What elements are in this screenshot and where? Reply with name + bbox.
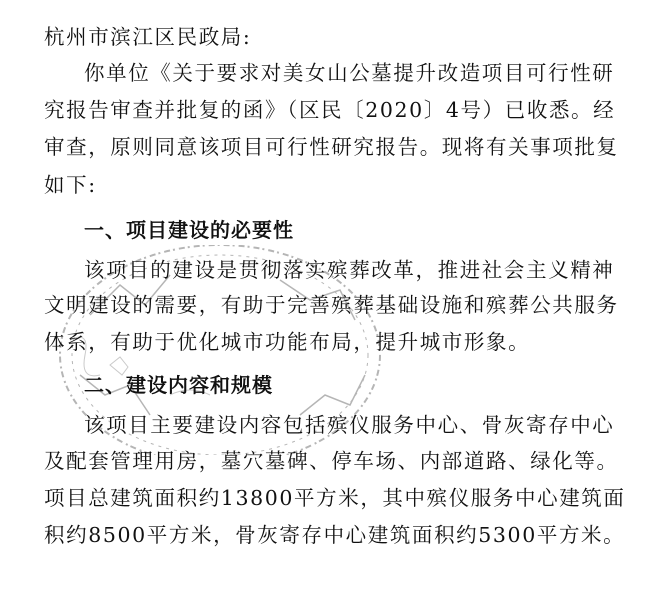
section1-line2: 文明建设的需要，有助于完善殡葬基础设施和殡葬公共服务 [44, 293, 619, 317]
addressee-line: 杭州市滨江区民政局: [44, 25, 252, 49]
section2-line1: 该项目主要建设内容包括殡仪服务中心、骨灰寄存中心 [84, 413, 615, 437]
section1-line3: 体系，有助于优化城市功能布局，提升城市形象。 [44, 330, 531, 354]
section1-heading: 一、项目建设的必要性 [84, 218, 294, 242]
section2-line4: 积约8500平方米，骨灰寄存中心建筑面积约5300平方米。 [44, 523, 626, 547]
section1-line1: 该项目的建设是贯彻落实殡葬改革，推进社会主义精神 [84, 258, 615, 282]
section2-heading: 二、建设内容和规模 [84, 373, 273, 397]
paragraph1-line4: 如下: [44, 173, 97, 197]
section2-line2: 及配套管理用房，墓穴墓碑、停车场、内部道路、绿化等。 [44, 449, 619, 473]
paragraph1-line2: 究报告审查并批复的函》（区民〔2020〕4号）已收悉。经 [44, 98, 616, 122]
paragraph1-line1: 你单位《关于要求对美女山公墓提升改造项目可行性研 [84, 61, 615, 85]
section2-line3: 项目总建筑面积约13800平方米，其中殡仪服务中心建筑面 [44, 486, 626, 510]
paragraph1-line3: 审查，原则同意该项目可行性研究报告。现将有关事项批复 [44, 135, 619, 159]
